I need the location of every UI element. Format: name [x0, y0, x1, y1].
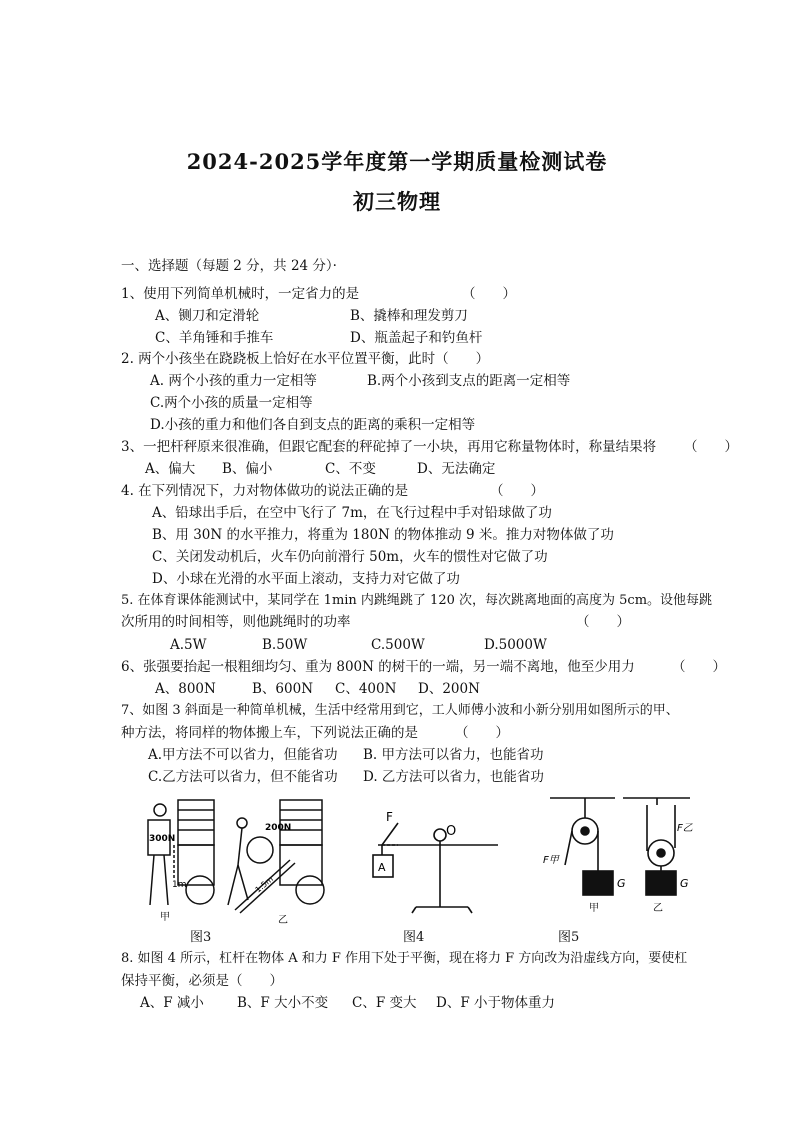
fig5-g1: G	[617, 877, 626, 890]
q4-option-b: B、用 30N 的水平推力，将重为 180N 的物体推动 9 米。推力对物体做了功	[152, 527, 614, 543]
q5-stem: 5. 在体育课体能测试中，某同学在 1min 内跳绳跳了 120 次，每次跳离地面的高度为 5cm。设他每跳	[121, 593, 713, 608]
fig4-pivot-label: O	[446, 824, 457, 839]
q2-option-a: A. 两个小孩的重力一定相等	[150, 373, 317, 389]
q3-option-d: D、无法确定	[417, 461, 496, 477]
q4-option-a: A、铅球出手后，在空中飞行了 7m，在飞行过程中手对铅球做了功	[152, 505, 552, 521]
fig3-caption: 图3	[190, 930, 212, 945]
q5-option-a: A.5W	[170, 637, 207, 653]
fig5-g2: G	[680, 877, 689, 890]
q3-paren: （ ）	[684, 439, 738, 455]
q5-paren: （ ）	[576, 614, 630, 630]
q6-stem: 6、张强要抬起一根粗细均匀、重为 800N 的树干的一端，另一端不离地，他至少用力	[121, 659, 635, 675]
fig5-label-yi: 乙	[653, 903, 663, 914]
fig3-weight2: 200N	[265, 823, 292, 833]
q6-paren: （ ）	[672, 659, 726, 675]
q6-option-c: C、400N	[335, 681, 397, 697]
q5-option-b: B.50W	[262, 637, 308, 653]
q2-stem: 2. 两个小孩坐在跷跷板上恰好在水平位置平衡，此时（ ）	[121, 351, 490, 367]
fig4-block-label: A	[378, 861, 386, 874]
q1-stem: 1、使用下列简单机械时，一定省力的是	[121, 286, 360, 302]
q7-paren: （ ）	[455, 725, 509, 741]
q5-stem-continued: 次所用的时间相等，则他跳绳时的功率	[121, 614, 351, 630]
q7-option-b: B. 甲方法可以省力，也能省功	[363, 747, 544, 763]
fig4-force-label: F	[386, 810, 393, 824]
fig5-label-jia: 甲	[589, 903, 599, 914]
fig3-length: 1.5m	[253, 874, 276, 895]
q4-option-d: D、小球在光滑的水平面上滚动，支持力对它做了功	[152, 571, 460, 587]
q7-option-a: A.甲方法不可以省力，但能省功	[148, 747, 338, 763]
q1-option-b: B、撬棒和理发剪刀	[350, 308, 468, 324]
section-heading: 一、选择题（每题 2 分，共 24 分）·	[121, 258, 337, 274]
q2-option-b: B.两个小孩到支点的距离一定相等	[367, 373, 571, 389]
fig3-weight1: 300N	[149, 834, 176, 844]
q7-stem-continued: 种方法，将同样的物体搬上车，下列说法正确的是	[121, 725, 418, 741]
q5-option-d: D.5000W	[484, 637, 547, 653]
q8-option-c: C、F 变大	[352, 995, 417, 1011]
q8-option-b: B、F 大小不变	[237, 995, 329, 1011]
q8-option-a: A、F 减小	[140, 995, 204, 1011]
q5-option-c: C.500W	[371, 637, 425, 653]
q3-option-c: C、不变	[325, 461, 376, 477]
exam-subtitle: 初三物理	[353, 189, 441, 214]
figure-5	[535, 793, 710, 918]
q1-option-d: D、瓶盖起子和钓鱼杆	[350, 330, 483, 346]
fig4-caption: 图4	[403, 930, 425, 945]
fig3-height: 1m	[172, 880, 187, 890]
fig3-label-jia: 甲	[160, 912, 170, 923]
exam-title: 2024-2025学年度第一学期质量检测试卷	[186, 149, 608, 174]
figure-3	[130, 795, 330, 930]
q7-option-d: D. 乙方法可以省力，也能省功	[363, 769, 544, 785]
fig5-force-jia: F甲	[543, 855, 559, 866]
q3-option-b: B、偏小	[222, 461, 273, 477]
figure-4	[368, 805, 508, 920]
q7-option-c: C.乙方法可以省力，但不能省功	[148, 769, 338, 785]
q8-option-d: D、F 小于物体重力	[436, 995, 555, 1011]
q8-stem-continued: 保持平衡，必须是（ ）	[121, 973, 283, 989]
q8-stem: 8. 如图 4 所示，杠杆在物体 A 和力 F 作用下处于平衡，现在将力 F 方向改为沿虚线方向，要使杠	[121, 951, 688, 966]
fig5-caption: 图5	[558, 930, 580, 945]
q6-option-d: D、200N	[418, 681, 480, 697]
q1-option-a: A、铡刀和定滑轮	[155, 308, 260, 324]
q1-paren: （ ）	[462, 286, 516, 302]
q1-option-c: C、羊角锤和手推车	[155, 330, 274, 346]
q4-option-c: C、关闭发动机后，火车仍向前滑行 50m，火车的惯性对它做了功	[152, 549, 548, 565]
q3-stem: 3、一把杆秤原来很准确，但跟它配套的秤砣掉了一小块，再用它称量物体时，称量结果将	[121, 439, 657, 455]
q3-option-a: A、偏大	[145, 461, 196, 477]
q2-option-d: D.小孩的重力和他们各自到支点的距离的乘积一定相等	[150, 417, 476, 433]
fig5-force-yi: F乙	[677, 823, 693, 834]
q4-stem: 4. 在下列情况下，力对物体做功的说法正确的是	[121, 483, 409, 499]
q6-option-b: B、600N	[252, 681, 314, 697]
q4-paren: （ ）	[490, 483, 544, 499]
q2-option-c: C.两个小孩的质量一定相等	[150, 395, 313, 411]
q7-stem: 7、如图 3 斜面是一种简单机械，生活中经常用到它，工人师傅小波和小新分别用如图所示的甲、	[121, 703, 679, 718]
q6-option-a: A、800N	[155, 681, 216, 697]
fig3-label-yi: 乙	[278, 915, 288, 926]
